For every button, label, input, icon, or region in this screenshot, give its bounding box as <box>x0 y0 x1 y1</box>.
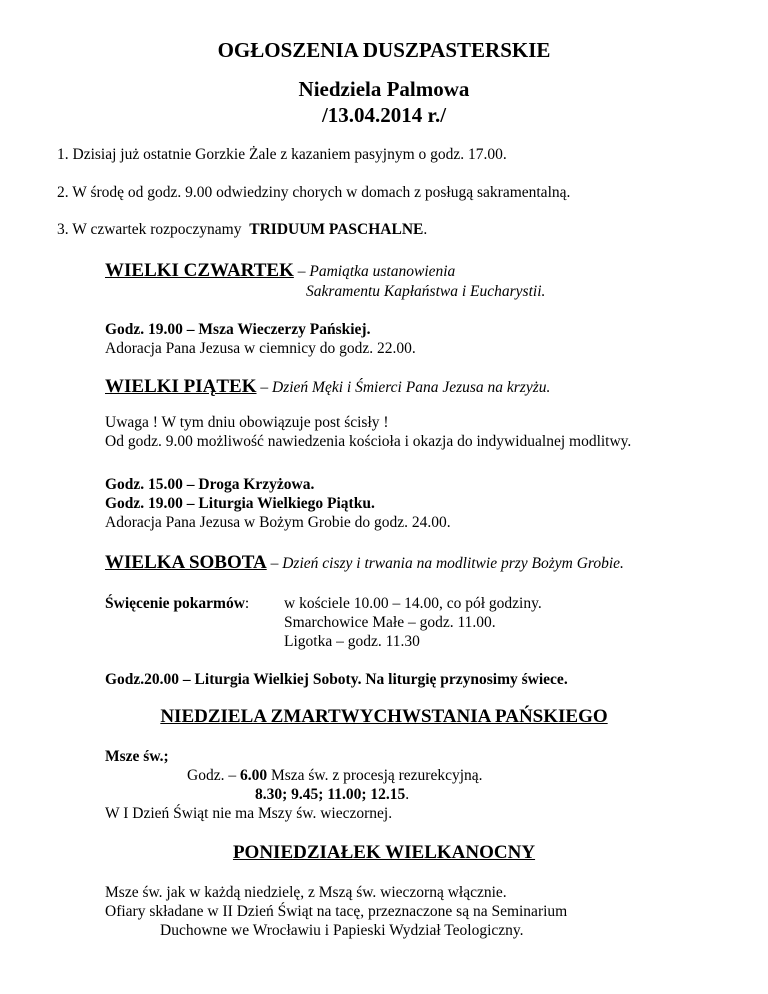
friday-heading: WIELKI PIĄTEK <box>105 376 257 397</box>
friday-note-1: Uwaga ! W tym dniu obowiązuje post ścisły ! <box>105 414 389 431</box>
thursday-heading: WIELKI CZWARTEK <box>105 260 294 281</box>
monday-line-2: Ofiary składane w II Dzień Świąt na tacę, przeznaczone są na Seminarium <box>105 903 568 920</box>
saturday-vigil: Godz.20.00 – Liturgia Wielkiej Soboty. Na liturgię przynosimy świece. <box>105 671 568 688</box>
blessing-sep: : <box>244 595 250 612</box>
announcement-2: 2. W środę od godz. 9.00 odwiedziny chorych w domach z posługą sakramentalną. <box>57 184 571 201</box>
page-date: /13.04.2014 r./ <box>321 103 447 127</box>
thursday-adoration: Adoracja Pana Jezusa w ciemnicy do godz. 22.00. <box>105 340 416 357</box>
saturday-blessing-line <box>105 595 249 613</box>
easter-first-mass-time: 6.00 <box>239 767 268 784</box>
easter-heading: NIEDZIELA ZMARTWYCHWSTANIA PAŃSKIEGO <box>160 706 608 727</box>
blessing-church: w kościele 10.00 – 14.00, co pół godziny. <box>284 595 542 612</box>
monday-line-1: Msze św. jak w każdą niedzielę, z Mszą św. wieczorną włącznie. <box>105 884 507 901</box>
friday-adoration: Adoracja Pana Jezusa w Bożym Grobie do godz. 24.00. <box>105 514 451 531</box>
page-subtitle: Niedziela Palmowa <box>298 77 470 101</box>
saturday-desc: – Dzień ciszy i trwania na modlitwie przy Bożym Grobie. <box>266 555 624 572</box>
friday-desc: – Dzień Męki i Śmierci Pana Jezusa na krzyżu. <box>256 379 551 396</box>
blessing-label: Święcenie pokarmów <box>105 595 245 612</box>
announcement-3 <box>57 221 427 239</box>
thursday-desc: – Pamiątka ustanowienia <box>293 263 456 280</box>
blessing-ligotka: Ligotka – godz. 11.30 <box>284 633 420 650</box>
blessing-smarchowice: Smarchowice Małe – godz. 11.00. <box>284 614 496 631</box>
triduum-end: . <box>423 221 428 238</box>
triduum-label: TRIDUUM PASCHALNE <box>249 221 424 238</box>
saturday-heading: WIELKA SOBOTA <box>105 552 267 573</box>
easter-note: W I Dzień Świąt nie ma Mszy św. wieczornej. <box>105 805 393 822</box>
easter-line-2 <box>255 786 409 804</box>
thursday-heading-line <box>105 260 455 282</box>
page-title: OGŁOSZENIA DUSZPASTERSKIE <box>217 38 551 62</box>
friday-heading-line <box>105 376 550 398</box>
thursday-desc-2: Sakramentu Kapłaństwa i Eucharystii. <box>306 283 546 300</box>
easter-line-1-rest: Msza św. z procesją rezurekcyjną. <box>267 767 483 784</box>
saturday-heading-line <box>105 552 624 574</box>
friday-note-2: Od godz. 9.00 możliwość nawiedzenia kościoła i okazja do indywidualnej modlitwy. <box>105 433 632 450</box>
thursday-mass: Godz. 19.00 – Msza Wieczerzy Pańskiej. <box>105 321 371 338</box>
announcement-1: 1. Dzisiaj już ostatnie Gorzkie Żale z kazaniem pasyjnym o godz. 17.00. <box>57 146 507 163</box>
friday-way-of-cross: Godz. 15.00 – Droga Krzyżowa. <box>105 476 315 493</box>
easter-line-1-prefix: Godz. – <box>187 767 240 784</box>
easter-line-1 <box>187 767 483 785</box>
monday-line-3: Duchowne we Wrocławiu i Papieski Wydział Teologiczny. <box>160 922 524 939</box>
easter-mass-times: 8.30; 9.45; 11.00; 12.15 <box>255 786 406 803</box>
easter-line-2-end: . <box>405 786 410 803</box>
monday-heading: PONIEDZIAŁEK WIELKANOCNY <box>232 842 536 863</box>
easter-masses-label: Msze św.; <box>105 748 169 765</box>
friday-liturgy: Godz. 19.00 – Liturgia Wielkiego Piątku. <box>105 495 375 512</box>
announcement-3-text: 3. W czwartek rozpoczynamy <box>57 221 242 238</box>
